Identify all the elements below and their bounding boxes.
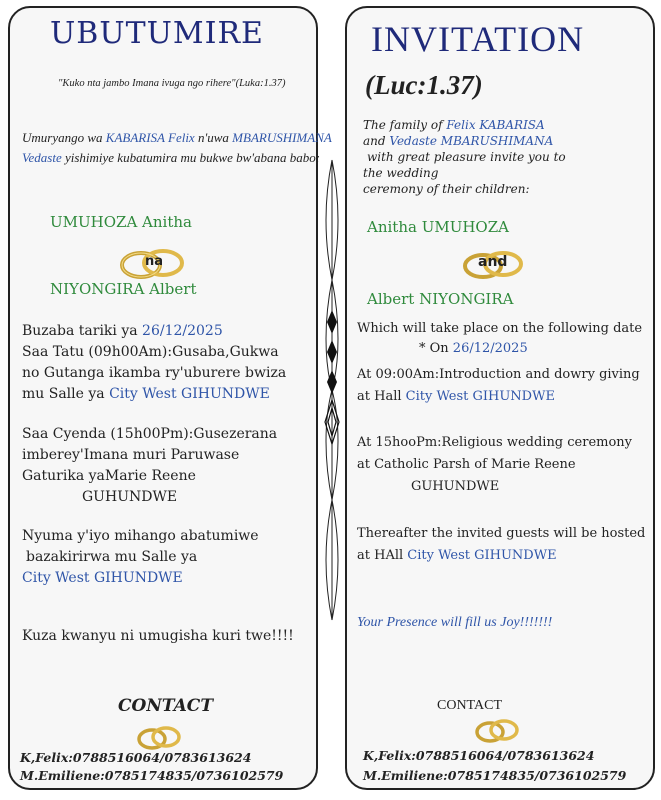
intro-line-2: and Vedaste MBARUSHIMANA [363,134,554,148]
bride-name: UMUHOZA Anitha [50,213,192,231]
morning-line-2: at Hall City West GIHUNDWE [357,389,555,404]
after-line-1: Nyuma y'iyo mihango abatumiwe [22,528,259,544]
afternoon-line-2: imberey'Imana muri Paruwase [22,447,240,463]
closing-line: Your Presence will fill us Joy!!!!!!! [357,615,553,630]
venue-name: City West GIHUNDWE [109,386,270,402]
after-line-2: bazakirirwa mu Salle ya [26,549,198,565]
contact-phone-2: M.Emiliene:0785174835/0736102579 [20,768,284,783]
invitation-card-english [345,6,655,790]
date-line: * On 26/12/2025 [419,341,528,356]
contact-phone-1: K,Felix:0788516064/0783613624 [20,750,252,765]
afternoon-line-3: GUHUNDWE [411,479,500,494]
afternoon-line-4: GUHUNDWE [82,489,178,505]
connector-and: and [478,254,508,270]
date-intro-line: Which will take place on the following date [357,321,643,336]
wedding-rings-icon [134,721,184,753]
afternoon-line-1: Saa Cyenda (15h00Pm):Gusezerana [22,426,278,442]
bible-verse: (Luc:1.37) [365,70,483,100]
after-line-2: at HAll City West GIHUNDWE [357,548,557,563]
wedding-date: 26/12/2025 [142,323,223,339]
morning-line-1: At 09:00Am:Introduction and dowry giving [357,367,640,382]
groom-name: Albert NIYONGIRA [367,290,514,308]
contact-phone-2: M.Emiliene:0785174835/0736102579 [363,768,627,783]
closing-line: Kuza kwanyu ni umugisha kuri twe!!!! [22,628,294,644]
afternoon-line-2: at Catholic Parsh of Marie Reene [357,457,576,472]
after-line-1: Thereafter the invited guests will be hosted [357,526,646,541]
ornamental-divider [320,160,344,620]
connector-na: na [145,254,164,269]
contact-phone-1: K,Felix:0788516064/0783613624 [363,748,595,763]
afternoon-line-3: Gaturika yaMarie Reene [22,468,196,484]
afternoon-line-1: At 15hooPm:Religious wedding ceremony [357,435,633,450]
groom-name: NIYONGIRA Albert [50,280,197,298]
morning-line-2: no Gutanga ikamba ry'uburere bwiza [22,365,287,381]
father-name: KABARISA Felix [105,130,195,145]
invitation-card-kinyarwanda [8,6,332,790]
intro-line-2: Vedaste yishimiye kubatumira mu bukwe bw'abana babo: [22,150,321,165]
contact-title: CONTACT [437,698,502,713]
intro-line-4: the wedding [363,166,439,180]
card-title: UBUTUMIRE [50,16,264,51]
date-line: Buzaba tariki ya 26/12/2025 [22,323,223,339]
card-title: INVITATION [371,19,585,59]
mother-name: Vedaste MBARUSHIMANA [389,134,554,148]
contact-title: CONTACT [118,696,213,716]
intro-line-5: ceremony of their children: [363,182,530,196]
intro-line-1: The family of Felix KABARISA [363,118,545,132]
intro-line-3: with great pleasure invite you to [367,150,566,164]
bible-verse: "Kuko nta jambo Imana ivuga ngo rihere"(Luka:1.37) [58,78,286,89]
wedding-rings-icon [472,714,522,746]
morning-line-3: mu Salle ya City West GIHUNDWE [22,386,270,402]
bride-name: Anitha UMUHOZA [367,218,509,236]
wedding-date: 26/12/2025 [452,341,528,356]
mother-name: MBARUSHIMANA [232,130,332,145]
morning-line-1: Saa Tatu (09h00Am):Gusaba,Gukwa [22,344,279,360]
father-name: Felix KABARISA [446,118,545,132]
intro-line-1: Umuryango wa KABARISA Felix n'uwa MBARUSHIMANA [22,130,332,145]
venue-name: City West GIHUNDWE [405,389,555,404]
after-line-3: City West GIHUNDWE [22,570,183,586]
